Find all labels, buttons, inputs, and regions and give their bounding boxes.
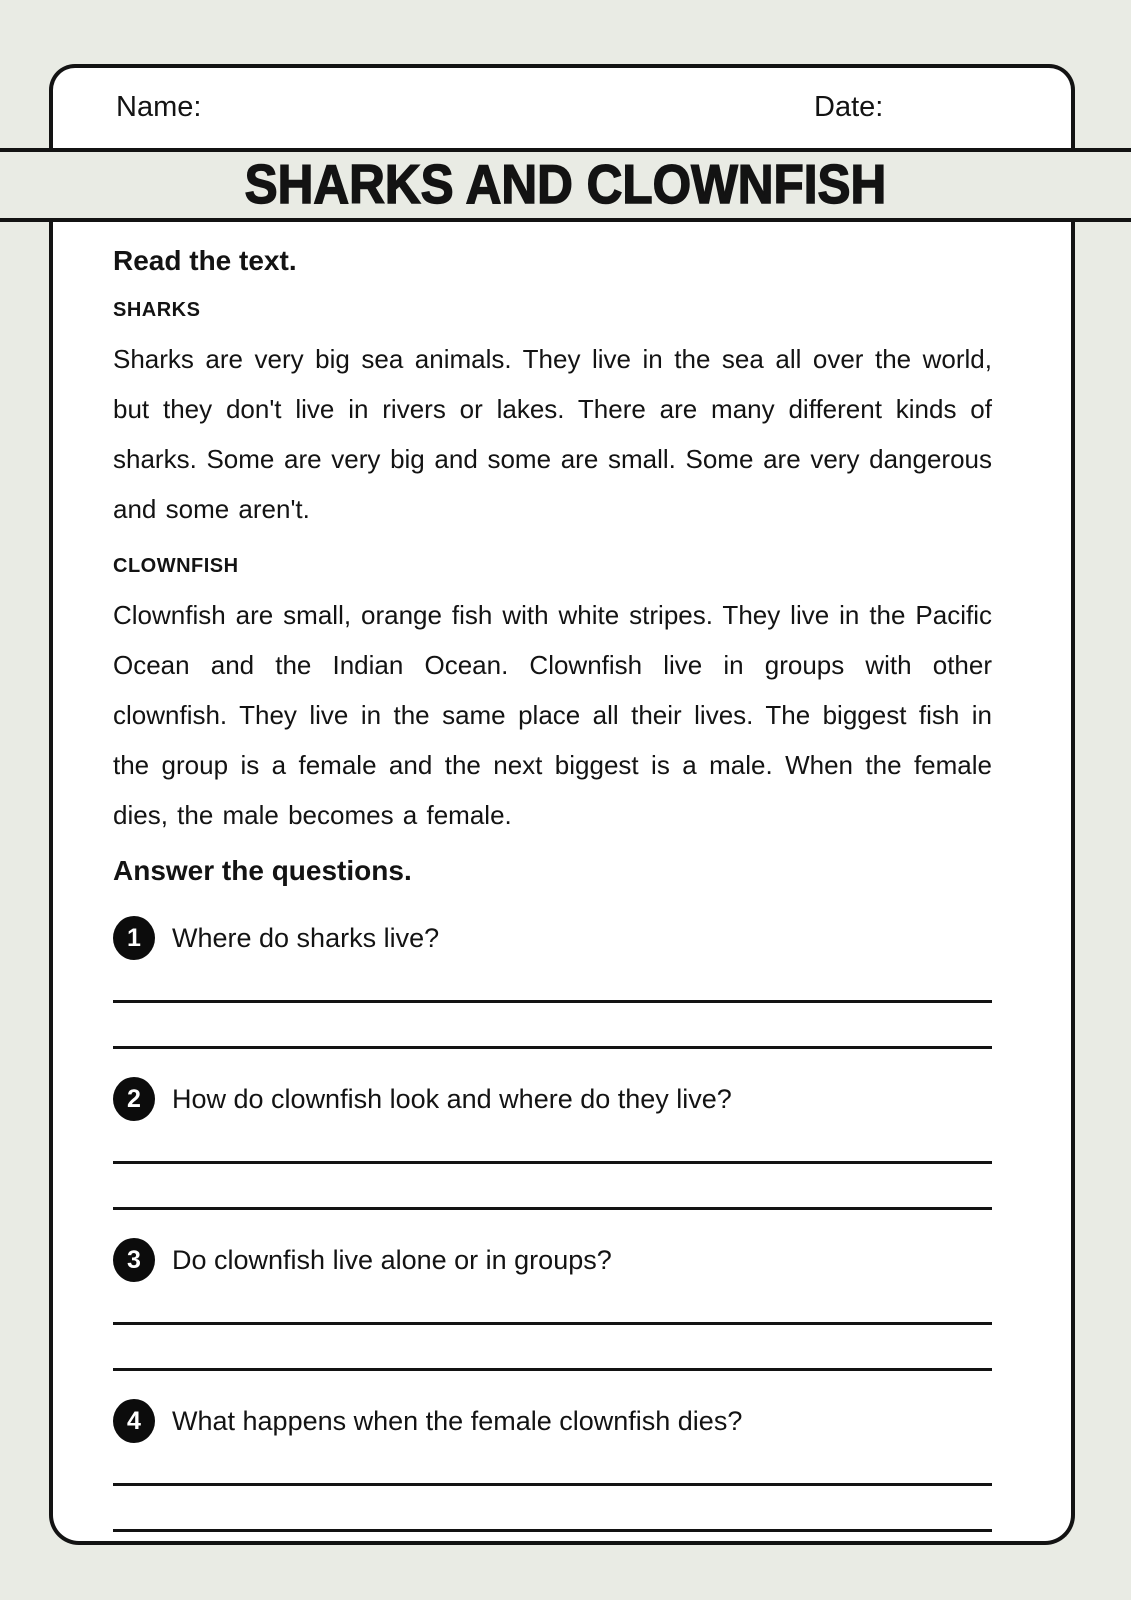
question-row [113, 916, 992, 960]
question-text: Do clownfish live alone or in groups? [172, 1245, 612, 1275]
title-band [0, 148, 1131, 222]
answer-line[interactable] [113, 1529, 992, 1532]
clownfish-paragraph: Clownfish are small, orange fish with white stripes. They live in the Pacific Ocean and the Indian Ocean. Clownfish live in groups with other clownfish. They live in the same place all their lives. The biggest fish in the group is a female and the next biggest is a male. When the female dies, the male becomes a female. [113, 600, 992, 830]
answer-line[interactable] [113, 1207, 992, 1210]
question-row [113, 1077, 992, 1121]
question-text: How do clownfish look and where do they live? [172, 1084, 732, 1114]
answer-line[interactable] [113, 1483, 992, 1486]
question-block-2 [113, 1077, 992, 1210]
question-row [113, 1238, 992, 1282]
question-text: What happens when the female clownfish dies? [172, 1406, 743, 1436]
answer-line[interactable] [113, 1161, 992, 1164]
section-heading-sharks: SHARKS [113, 299, 201, 321]
answer-line[interactable] [113, 1046, 992, 1049]
question-number-badge: 3 [113, 1238, 155, 1282]
question-number-badge: 2 [113, 1077, 155, 1121]
worksheet-body [49, 222, 1075, 1545]
section-heading-clownfish: CLOWNFISH [113, 555, 239, 577]
question-block-3 [113, 1238, 992, 1371]
answer-line[interactable] [113, 1000, 992, 1003]
question-number-badge: 1 [113, 916, 155, 960]
answer-line[interactable] [113, 1322, 992, 1325]
question-block-4 [113, 1399, 992, 1532]
question-block-1 [113, 916, 992, 1049]
name-date-box [49, 64, 1075, 152]
name-label: Name: [116, 90, 202, 123]
question-number-badge: 4 [113, 1399, 155, 1443]
answer-instruction: Answer the questions. [113, 855, 412, 886]
date-label: Date: [814, 90, 884, 123]
question-text: Where do sharks live? [172, 923, 440, 953]
question-row [113, 1399, 992, 1443]
read-instruction: Read the text. [113, 245, 297, 276]
sharks-paragraph: Sharks are very big sea animals. They live in the sea all over the world, but they don't live in rivers or lakes. There are many different kinds of sharks. Some are very big and some are small. Some are very dangerous and some aren't. [113, 344, 992, 524]
worksheet-title: SHARKS AND CLOWNFISH [244, 153, 887, 215]
answer-line[interactable] [113, 1368, 992, 1371]
date-input-area[interactable] [903, 82, 1041, 132]
